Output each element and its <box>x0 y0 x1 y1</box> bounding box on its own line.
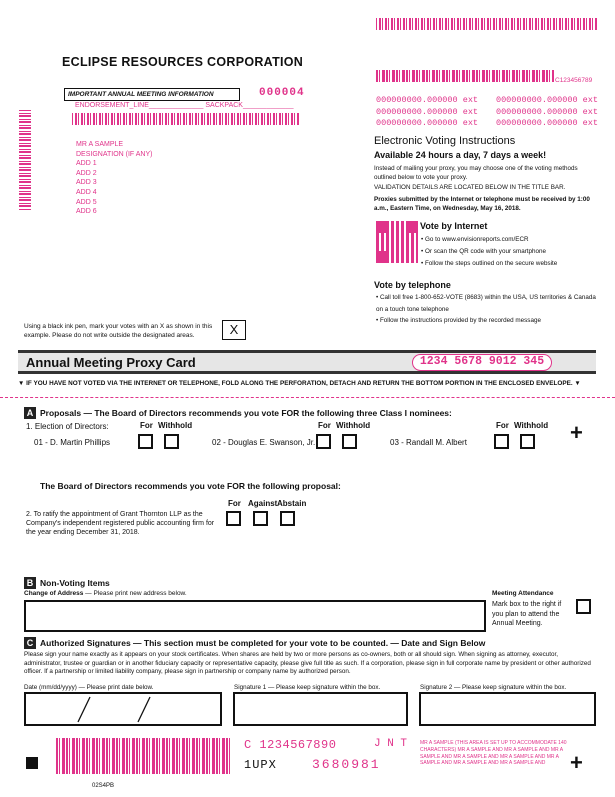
meeting-code: 000004 <box>259 87 305 99</box>
change-of-address-input[interactable] <box>24 600 486 632</box>
nominee-1-withhold-checkbox[interactable] <box>164 434 179 449</box>
footer-code-1: C 1234567890 <box>244 738 337 752</box>
date-input[interactable] <box>24 692 222 726</box>
for-label: For <box>318 421 331 430</box>
for-label: For <box>228 499 241 508</box>
date-label: Date (mm/dd/yyyy) — Please print date below. <box>24 684 154 691</box>
internet-title: Vote by Internet <box>420 221 488 231</box>
section-c-heading <box>24 637 485 649</box>
top-barcode <box>376 18 598 30</box>
electronic-subtitle: Available 24 hours a day, 7 days a week! <box>374 150 547 160</box>
proposal-2-abstain-checkbox[interactable] <box>280 511 295 526</box>
nominee-1-for-checkbox[interactable] <box>138 434 153 449</box>
meeting-attendance-text: Mark box to the right if you plan to attend the Annual Meeting. <box>492 601 562 627</box>
plus-mark: + <box>570 420 583 445</box>
account-number: 000000000.000000 ext <box>495 106 598 117</box>
account-number: 000000000.000000 ext <box>376 118 479 128</box>
account-number: 000000000.000000 ext <box>376 95 479 105</box>
nominee-label: 01 - D. Martin Phillips <box>34 438 111 447</box>
fold-instruction <box>18 380 598 387</box>
internet-item: • Or scan the QR code with your smartphone <box>421 248 547 255</box>
mra-sample-text: MR A SAMPLE (THIS AREA IS SET UP TO ACCOMMODATE 140 CHARACTERS) MR A SAMPLE AND MR A SAMPLE AND MR A SAMPLE AND MR A SAMPLE AND MR A SAMPLE AND MR A SAMPLE AND MR A SAMPLE AND MR A SAMPLE AND <box>420 740 567 767</box>
section-letter: A <box>24 407 36 419</box>
footer-code-2: J N T <box>374 738 408 750</box>
electronic-title: Electronic Voting Instructions <box>374 135 516 147</box>
change-of-address-label <box>24 590 187 597</box>
date-separator-icon <box>26 694 220 724</box>
plus-mark: + <box>570 750 583 775</box>
fold-arrow-icon: ▼ <box>572 380 581 387</box>
nominee-label: 02 - Douglas E. Swanson, Jr. <box>212 438 316 447</box>
section-b-title: Non-Voting Items <box>40 578 110 588</box>
for-label: For <box>140 421 153 430</box>
address-line: ADD 1 <box>76 160 97 168</box>
change-hint: — Please print new address below. <box>85 590 187 597</box>
sample-mark-box: X <box>222 320 246 340</box>
signature-1-label: Signature 1 — Please keep signature within the box. <box>234 684 381 691</box>
proposal-2-against-checkbox[interactable] <box>253 511 268 526</box>
phone-items <box>376 292 600 327</box>
electronic-para1: Instead of mailing your proxy, you may choose one of the voting methods outlined below to vote your proxy. <box>374 165 578 181</box>
meeting-attendance-checkbox[interactable] <box>576 599 591 614</box>
signature-2-input[interactable] <box>419 692 596 726</box>
company-name: ECLIPSE RESOURCES CORPORATION <box>62 55 304 69</box>
fold-text: IF YOU HAVE NOT VOTED VIA THE INTERNET OR TELEPHONE, FOLD ALONG THE PERFORATION, DETACH AND RETURN THE BOTTOM PORTION IN THE ENCLOSED ENVELOPE. <box>26 380 573 387</box>
footer-barcode <box>56 738 232 774</box>
account-number: 000000000.000000 ext <box>495 95 598 105</box>
section-a-title: Proposals — The Board of Directors recommends you vote FOR the following three Class I nominees: <box>40 408 452 418</box>
account-numbers <box>376 95 598 130</box>
signature-2-label: Signature 2 — Please keep signature within the box. <box>420 684 567 691</box>
abstain-label: Abstain <box>277 499 307 508</box>
phone-item: • Call toll free 1-800-652-VOTE (8683) within the USA, US territories & Canada on a touch tone telephone <box>376 294 596 313</box>
withhold-label: Withhold <box>514 421 549 430</box>
control-barcode <box>376 70 554 82</box>
nominee-2-for-checkbox[interactable] <box>316 434 331 449</box>
electronic-para2: VALIDATION DETAILS ARE LOCATED BELOW IN THE TITLE BAR. <box>374 184 566 191</box>
nominee-3-withhold-checkbox[interactable] <box>520 434 535 449</box>
address-line: ADD 6 <box>76 208 97 216</box>
change-label: Change of Address <box>24 590 84 597</box>
address-line: ADD 3 <box>76 179 97 187</box>
validation-number: 1234 5678 9012 345 <box>412 354 552 371</box>
proposal-2-text: 2. To ratify the appointment of Grant Thornton LLP as the Company's independent registered public accounting firm for the year ending December 31, 2018. <box>26 511 215 536</box>
address-line: MR A SAMPLE <box>76 141 124 148</box>
section-letter: C <box>24 637 36 649</box>
account-number: 000000000.000000 ext <box>376 106 479 117</box>
nominee-2-withhold-checkbox[interactable] <box>342 434 357 449</box>
section-c-title: Authorized Signatures — This section must be completed for your vote to be counted. — Date and Sign Below <box>40 638 486 648</box>
address-block <box>76 140 153 217</box>
left-vertical-barcode <box>19 110 31 210</box>
qr-code <box>376 221 418 263</box>
postal-barcode <box>72 113 300 125</box>
address-line: ADD 2 <box>76 169 97 177</box>
against-label: Against <box>248 499 278 508</box>
footer-code-4: 3680981 <box>312 757 381 772</box>
fold-arrow-icon: ▼ <box>18 380 27 387</box>
address-line: DESIGNATION (IF ANY) <box>76 150 153 158</box>
electronic-para3: Proxies submitted by the Internet or telephone must be received by 1:00 a.m., Eastern Time, on Wednesday, May 16, 2018. <box>374 196 590 212</box>
account-number: 000000000.000000 ext <box>495 118 598 128</box>
registration-square <box>26 757 38 769</box>
internet-items <box>421 234 557 270</box>
control-number: C123456789 <box>555 77 593 84</box>
internet-item: • Go to www.envisionreports.com/ECR <box>421 236 529 243</box>
signature-instructions: Please sign your name exactly as it appears on your stock certificates. When shares are held by two or more persons as co-owners, both or all should sign. When signing as attorney, executor, administrator, trustee or guardian or in another fiduciary capacity or representative capacity, please give full title as such. If a corporation, please sign in full corporate name by president or other authorized officer. If a partnership or limited liability company, please sign in partnership or company name by authorized person. <box>24 651 591 676</box>
withhold-label: Withhold <box>158 421 193 430</box>
address-line: ADD 4 <box>76 188 97 196</box>
election-label: 1. Election of Directors: <box>26 422 109 431</box>
meeting-info-label: IMPORTANT ANNUAL MEETING INFORMATION <box>64 88 240 101</box>
signature-1-input[interactable] <box>233 692 408 726</box>
withhold-label: Withhold <box>336 421 371 430</box>
proposal-2-heading: The Board of Directors recommends you vote FOR the following proposal: <box>40 481 341 491</box>
internet-item: • Follow the steps outlined on the secure website <box>421 260 558 267</box>
proposal-2-for-checkbox[interactable] <box>226 511 241 526</box>
proxy-card-title: Annual Meeting Proxy Card <box>26 355 196 370</box>
address-line: ADD 5 <box>76 198 97 206</box>
ink-instructions: Using a black ink pen, mark your votes with an X as shown in this example. Please do not write outside the designated areas. <box>24 323 213 339</box>
nominee-label: 03 - Randall M. Albert <box>390 438 467 447</box>
for-label: For <box>496 421 509 430</box>
phone-item: • Follow the instructions provided by the recorded message <box>376 317 541 324</box>
nominee-3-for-checkbox[interactable] <box>494 434 509 449</box>
footer-code-3: 1UPX <box>244 758 277 772</box>
section-a-heading <box>24 407 452 419</box>
section-letter: B <box>24 577 36 589</box>
form-code: 02S4PB <box>92 783 115 789</box>
meeting-attendance-title: Meeting Attendance <box>492 590 554 597</box>
section-b-heading <box>24 577 110 589</box>
endorsement-line: ENDORSEMENT_LINE______________ SACKPACK_____________ <box>75 102 294 109</box>
perforation-line[interactable] <box>0 397 615 398</box>
phone-title: Vote by telephone <box>374 280 451 290</box>
